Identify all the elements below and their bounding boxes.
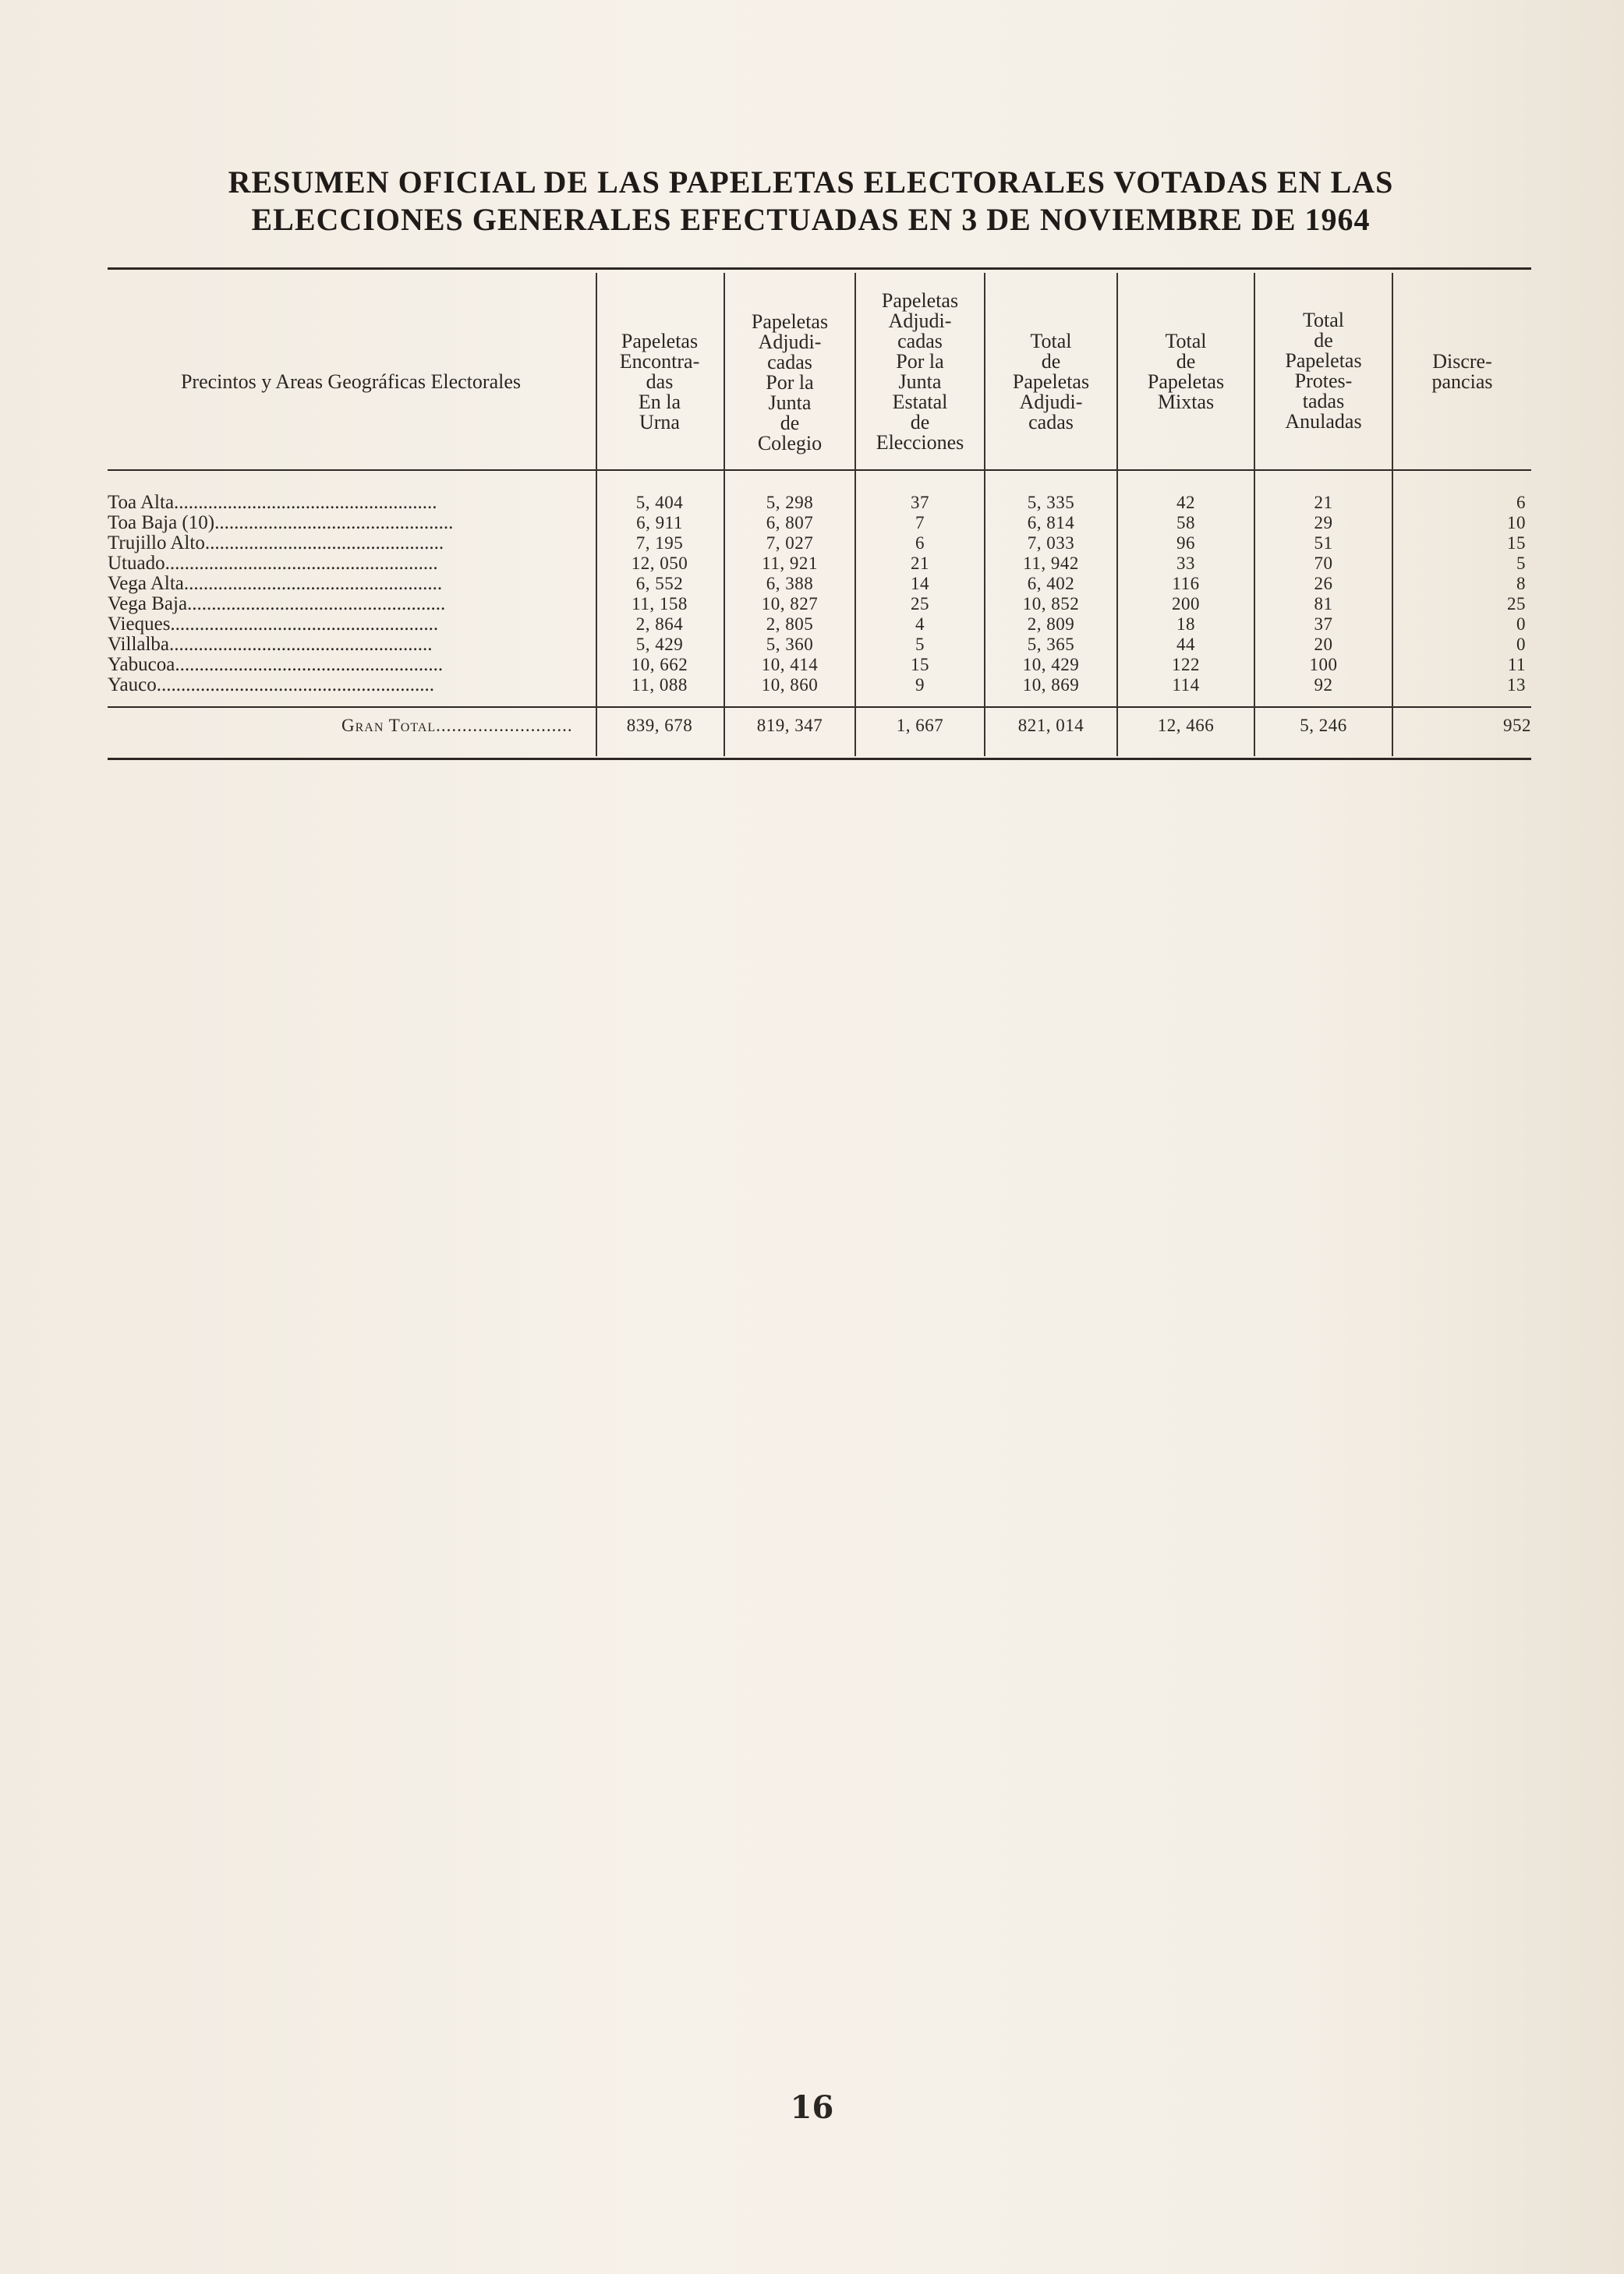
row-value: 10, 662: [631, 655, 688, 674]
row-value: 6, 807: [766, 513, 814, 532]
row-value: 10, 852: [1022, 594, 1080, 614]
row-value: 7, 027: [766, 533, 814, 553]
row-value: 6, 388: [766, 574, 814, 593]
row-value: 11: [1507, 655, 1526, 674]
row-value: 116: [1172, 574, 1200, 593]
grand-total-value: 952: [1503, 716, 1531, 735]
table-row: [108, 675, 1531, 695]
row-value: 96: [1176, 533, 1195, 553]
row-value: 13: [1507, 675, 1526, 695]
row-value: 70: [1314, 553, 1333, 573]
table-row: [108, 513, 1531, 533]
document-title: [109, 164, 1513, 239]
row-value: 15: [911, 655, 929, 674]
header-precintos: Precintos y Areas Geográficas Electorales: [180, 370, 522, 393]
row-value: 5, 298: [766, 493, 814, 512]
row-value: 6, 911: [636, 513, 683, 532]
row-label: Utuado........................................................: [108, 553, 438, 574]
row-value: 37: [911, 493, 929, 512]
row-value: 81: [1314, 594, 1333, 614]
row-value: 29: [1314, 513, 1333, 532]
row-value: 114: [1172, 675, 1200, 695]
row-value: 58: [1176, 513, 1195, 532]
row-value: 5, 360: [766, 635, 814, 654]
row-value: 44: [1176, 635, 1195, 654]
total-top-rule: [108, 706, 1531, 708]
title-line-2: ELECCIONES GENERALES EFECTUADAS EN 3 DE NOVIEMBRE DE 1964: [251, 202, 1371, 237]
row-value: 12, 050: [631, 553, 688, 573]
row-value: 10, 869: [1022, 675, 1080, 695]
row-value: 100: [1309, 655, 1338, 674]
header-total-mixtas: Total de Papeletas Mixtas: [1147, 330, 1225, 413]
row-value: 5: [915, 635, 925, 654]
header-adjudicadas-junta-colegio: Papeletas Adjudi- cadas Por la Junta de Colegio: [751, 310, 829, 454]
header-bottom-rule: [108, 469, 1531, 471]
grand-total-value: 839, 678: [626, 716, 693, 735]
row-value: 0: [1516, 635, 1526, 654]
header-adjudicadas-junta-estatal: Papeletas Adjudi- cadas Por la Junta Estatal de Elecciones: [876, 289, 964, 454]
row-value: 6: [1516, 493, 1526, 512]
table-row: [108, 594, 1531, 614]
row-value: 51: [1314, 533, 1333, 553]
row-value: 4: [915, 614, 925, 634]
row-value: 6, 402: [1027, 574, 1075, 593]
row-value: 10, 860: [761, 675, 819, 695]
table-row: [108, 533, 1531, 553]
grand-total-value: 819, 347: [756, 716, 823, 735]
row-value: 2, 805: [766, 614, 814, 634]
row-value: 14: [911, 574, 929, 593]
page-number: 16: [790, 2089, 834, 2126]
table-row: [108, 635, 1531, 655]
row-value: 5, 335: [1027, 493, 1075, 512]
row-value: 0: [1516, 614, 1526, 634]
row-value: 200: [1172, 594, 1200, 614]
row-value: 15: [1507, 533, 1526, 553]
grand-total-row: [108, 716, 1531, 736]
header-total-adjudicadas: Total de Papeletas Adjudi- cadas: [1012, 330, 1090, 433]
grand-total-value: 1, 667: [896, 716, 944, 735]
table-row: [108, 553, 1531, 574]
row-value: 26: [1314, 574, 1333, 593]
row-label: Vega Baja.....................................................: [108, 594, 446, 614]
row-value: 92: [1314, 675, 1333, 695]
row-value: 122: [1172, 655, 1200, 674]
row-value: 10, 429: [1022, 655, 1080, 674]
table-bottom-rule: [108, 758, 1531, 760]
row-value: 25: [1507, 594, 1526, 614]
row-label: Vega Alta.....................................................: [108, 574, 443, 594]
row-value: 8: [1516, 574, 1526, 593]
row-value: 2, 809: [1027, 614, 1075, 634]
row-value: 18: [1176, 614, 1195, 634]
row-value: 21: [911, 553, 929, 573]
table-row: [108, 493, 1531, 513]
row-value: 5, 365: [1027, 635, 1075, 654]
row-value: 20: [1314, 635, 1333, 654]
row-label: Trujillo Alto.................................................: [108, 533, 444, 553]
row-label: Yauco.........................................................: [108, 675, 434, 695]
row-value: 6, 814: [1027, 513, 1075, 532]
grand-total-label: Gran Total..........................: [341, 716, 573, 735]
row-value: 11, 158: [632, 594, 688, 614]
row-value: 5, 404: [635, 493, 684, 512]
row-label: Villalba......................................................: [108, 635, 433, 655]
grand-total-value: 821, 014: [1017, 716, 1084, 735]
table-top-rule: [108, 267, 1531, 270]
row-value: 21: [1314, 493, 1333, 512]
row-value: 7, 195: [635, 533, 684, 553]
grand-total-value: 12, 466: [1157, 716, 1215, 735]
row-value: 42: [1176, 493, 1195, 512]
row-value: 5, 429: [635, 635, 684, 654]
row-value: 10, 827: [761, 594, 819, 614]
row-value: 9: [915, 675, 925, 695]
header-papeletas-encontradas: Papeletas Encontra- das En la Urna: [619, 330, 700, 433]
row-value: 25: [911, 594, 929, 614]
grand-total-value: 5, 246: [1300, 716, 1347, 735]
row-value: 10: [1507, 513, 1526, 532]
row-value: 10, 414: [761, 655, 819, 674]
row-value: 11, 942: [1023, 553, 1079, 573]
row-label: Toa Alta......................................................: [108, 493, 437, 513]
header-total-protestadas-anuladas: Total de Papeletas Protes- tadas Anuladas: [1285, 309, 1362, 433]
row-label: Vieques.......................................................: [108, 614, 439, 635]
title-line-1: RESUMEN OFICIAL DE LAS PAPELETAS ELECTORALES VOTADAS EN LAS: [228, 164, 1394, 200]
row-value: 37: [1314, 614, 1333, 634]
table-row: [108, 574, 1531, 594]
row-value: 11, 921: [762, 553, 818, 573]
row-value: 7, 033: [1027, 533, 1075, 553]
row-value: 2, 864: [635, 614, 684, 634]
row-value: 6: [915, 533, 925, 553]
row-value: 6, 552: [635, 574, 684, 593]
header-discrepancias: Discre- pancias: [1431, 350, 1493, 393]
row-value: 11, 088: [632, 675, 688, 695]
table-row: [108, 655, 1531, 675]
row-label: Toa Baja (10).................................................: [108, 513, 454, 533]
table-row: [108, 614, 1531, 635]
row-value: 5: [1516, 553, 1526, 573]
row-value: 33: [1176, 553, 1195, 573]
row-label: Yabucoa.......................................................: [108, 655, 444, 675]
row-value: 7: [915, 513, 925, 532]
